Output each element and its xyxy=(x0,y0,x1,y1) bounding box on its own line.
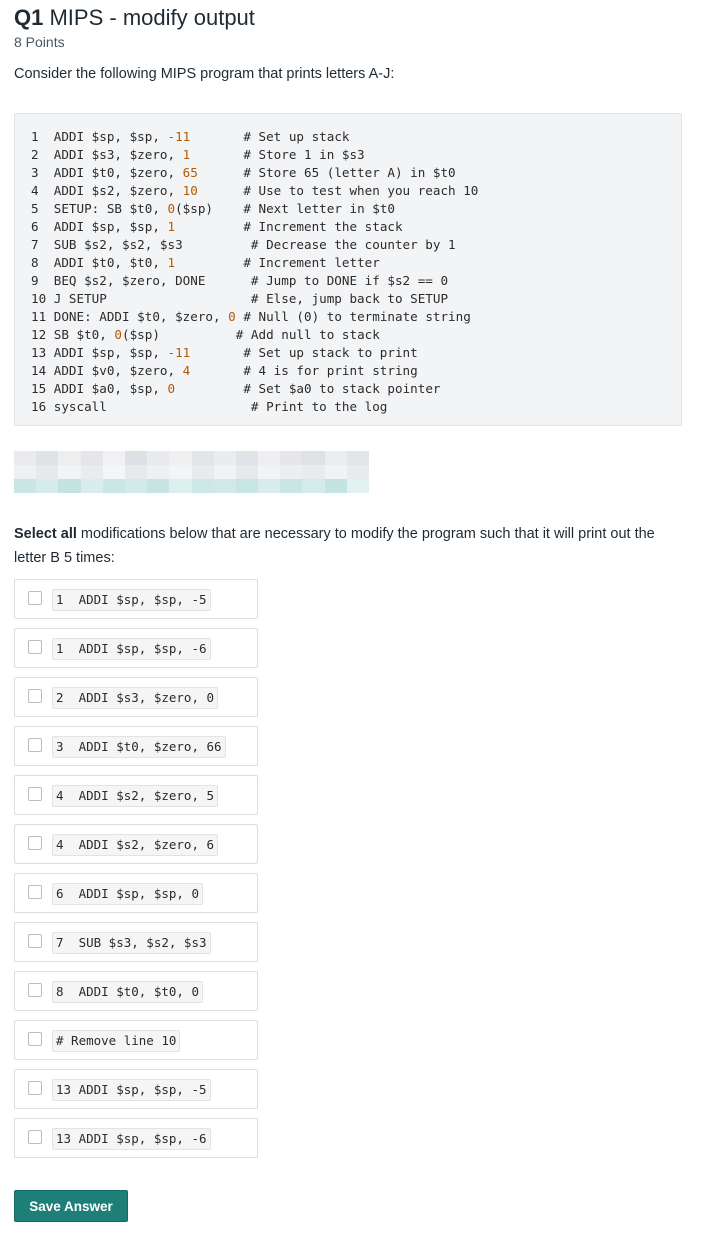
line-number: 1 xyxy=(31,129,47,144)
code-text: ADDI $t0, $t0, xyxy=(46,255,168,270)
answer-option[interactable] xyxy=(14,971,258,1011)
code-comment: # Increment letter xyxy=(243,255,380,270)
instruction-body: modifications below that are necessary to modify the program such that it will print out the letter B 5 times: xyxy=(14,526,655,566)
code-comment: # Jump to DONE if $s2 == 0 xyxy=(250,273,449,288)
option-label: 8 ADDI $t0, $t0, 0 xyxy=(52,981,203,1003)
answer-option[interactable] xyxy=(14,824,258,864)
code-comment: # Store 1 in $s3 xyxy=(243,147,365,162)
answer-option[interactable] xyxy=(14,579,258,619)
line-number: 16 xyxy=(31,399,47,414)
code-text-tail: ($sp) xyxy=(175,201,244,216)
code-line xyxy=(31,362,478,380)
code-listing xyxy=(31,128,478,416)
instruction-text xyxy=(14,522,684,570)
code-text-tail xyxy=(190,363,243,378)
redacted-row-2 xyxy=(14,465,369,479)
option-label: 13 ADDI $sp, $sp, -5 xyxy=(52,1079,211,1101)
option-checkbox[interactable] xyxy=(28,983,42,997)
option-label: 2 ADDI $s3, $zero, 0 xyxy=(52,687,218,709)
code-line xyxy=(31,146,478,164)
code-text-tail xyxy=(190,147,243,162)
code-text-tail xyxy=(107,399,251,414)
option-label: 7 SUB $s3, $s2, $s3 xyxy=(52,932,211,954)
code-number: -11 xyxy=(167,129,191,144)
line-number: 10 xyxy=(31,291,47,306)
answer-option[interactable] xyxy=(14,1020,258,1060)
option-checkbox[interactable] xyxy=(28,885,42,899)
option-checkbox[interactable] xyxy=(28,1081,42,1095)
code-number: -11 xyxy=(167,345,191,360)
redacted-row-1 xyxy=(14,451,369,465)
question-prompt: Consider the following MIPS program that prints letters A-J: xyxy=(14,66,395,82)
code-number: 0 xyxy=(167,201,176,216)
option-label: 4 ADDI $s2, $zero, 5 xyxy=(52,785,218,807)
code-text-tail: ($sp) xyxy=(122,327,236,342)
code-text: ADDI $sp, $sp, xyxy=(46,345,168,360)
line-number: 6 xyxy=(31,219,47,234)
option-label: 4 ADDI $s2, $zero, 6 xyxy=(52,834,218,856)
answer-option[interactable] xyxy=(14,922,258,962)
code-text-tail xyxy=(190,129,243,144)
answer-option[interactable] xyxy=(14,677,258,717)
code-comment: # Print to the log xyxy=(250,399,388,414)
code-line xyxy=(31,290,478,308)
code-text-tail xyxy=(183,237,251,252)
option-checkbox[interactable] xyxy=(28,738,42,752)
code-comment: # Add null to stack xyxy=(235,327,380,342)
option-label: 1 ADDI $sp, $sp, -5 xyxy=(52,589,211,611)
code-comment: # Store 65 (letter A) in $t0 xyxy=(243,165,456,180)
option-label: 3 ADDI $t0, $zero, 66 xyxy=(52,736,226,758)
code-line xyxy=(31,398,478,416)
code-text-tail xyxy=(175,255,243,270)
code-text: BEQ $s2, $zero, DONE xyxy=(46,273,206,288)
code-line xyxy=(31,218,478,236)
line-number: 14 xyxy=(31,363,47,378)
code-number: 1 xyxy=(167,219,176,234)
code-comment: # 4 is for print string xyxy=(243,363,418,378)
option-checkbox[interactable] xyxy=(28,787,42,801)
redacted-content xyxy=(14,451,369,493)
code-text: ADDI $sp, $sp, xyxy=(46,219,168,234)
answer-option[interactable] xyxy=(14,873,258,913)
code-text: ADDI $t0, $zero, xyxy=(46,165,183,180)
code-text: ADDI $v0, $zero, xyxy=(46,363,183,378)
code-number: 0 xyxy=(228,309,236,324)
code-text: ADDI $s3, $zero, xyxy=(46,147,183,162)
code-line xyxy=(31,200,478,218)
code-number: 4 xyxy=(182,363,191,378)
code-line xyxy=(31,128,478,146)
code-line xyxy=(31,344,478,362)
option-checkbox[interactable] xyxy=(28,1130,42,1144)
line-number: 2 xyxy=(31,147,47,162)
code-comment: # Set up stack to print xyxy=(243,345,418,360)
code-text-tail xyxy=(198,165,244,180)
line-number: 3 xyxy=(31,165,47,180)
code-line xyxy=(31,254,478,272)
code-text-tail xyxy=(175,219,243,234)
question-header xyxy=(14,4,255,50)
code-comment: # Set up stack xyxy=(243,129,350,144)
answer-option[interactable] xyxy=(14,1069,258,1109)
code-block xyxy=(14,113,682,426)
code-line xyxy=(31,182,478,200)
code-line xyxy=(31,326,478,344)
code-text: ADDI $sp, $sp, xyxy=(46,129,168,144)
code-text-tail xyxy=(175,381,243,396)
code-text: DONE: ADDI $t0, $zero, xyxy=(46,309,229,324)
option-label: # Remove line 10 xyxy=(52,1030,180,1052)
code-line xyxy=(31,272,478,290)
code-text: SUB $s2, $s2, $s3 xyxy=(46,237,183,252)
code-comment: # Use to test when you reach 10 xyxy=(243,183,479,198)
code-line xyxy=(31,380,478,398)
line-number: 8 xyxy=(31,255,47,270)
line-number: 9 xyxy=(31,273,47,288)
option-checkbox[interactable] xyxy=(28,689,42,703)
instruction-emphasis: Select all xyxy=(14,526,77,542)
code-text-tail xyxy=(190,345,243,360)
code-number: 0 xyxy=(114,327,123,342)
code-text: J SETUP xyxy=(46,291,107,306)
option-checkbox[interactable] xyxy=(28,591,42,605)
code-comment: # Else, jump back to SETUP xyxy=(250,291,449,306)
question-title-text: MIPS - modify output xyxy=(49,5,255,30)
answer-option[interactable] xyxy=(14,726,258,766)
line-number: 13 xyxy=(31,345,47,360)
redacted-row-3 xyxy=(14,479,369,493)
question-points: 8 Points xyxy=(14,34,65,50)
option-label: 6 ADDI $sp, $sp, 0 xyxy=(52,883,203,905)
line-number: 5 xyxy=(31,201,47,216)
code-text: SB $t0, xyxy=(46,327,115,342)
option-checkbox[interactable] xyxy=(28,640,42,654)
code-text-tail xyxy=(198,183,244,198)
code-number: 10 xyxy=(182,183,198,198)
code-number: 65 xyxy=(182,165,198,180)
code-line xyxy=(31,164,478,182)
option-checkbox[interactable] xyxy=(28,836,42,850)
line-number: 12 xyxy=(31,327,47,342)
answer-option[interactable] xyxy=(14,775,258,815)
code-comment: # Set $a0 to stack pointer xyxy=(243,381,441,396)
question-number: Q1 xyxy=(14,5,44,30)
line-number: 4 xyxy=(31,183,47,198)
answer-option[interactable] xyxy=(14,628,258,668)
code-comment: # Increment the stack xyxy=(243,219,403,234)
answer-option[interactable] xyxy=(14,1118,258,1158)
option-label: 1 ADDI $sp, $sp, -6 xyxy=(52,638,211,660)
code-text: ADDI $s2, $zero, xyxy=(46,183,183,198)
code-line xyxy=(31,236,478,254)
option-checkbox[interactable] xyxy=(28,1032,42,1046)
code-number: 0 xyxy=(167,381,176,396)
code-text-tail xyxy=(107,291,251,306)
option-label: 13 ADDI $sp, $sp, -6 xyxy=(52,1128,211,1150)
code-text-tail xyxy=(205,273,251,288)
question-title xyxy=(14,4,255,32)
code-number: 1 xyxy=(167,255,176,270)
code-number: 1 xyxy=(182,147,191,162)
code-text: syscall xyxy=(46,399,107,414)
code-line xyxy=(31,308,478,326)
code-comment: # Next letter in $t0 xyxy=(243,201,395,216)
code-text: SETUP: SB $t0, xyxy=(46,201,168,216)
save-answer-button[interactable]: Save Answer xyxy=(14,1190,128,1222)
option-checkbox[interactable] xyxy=(28,934,42,948)
code-text: ADDI $a0, $sp, xyxy=(46,381,168,396)
line-number: 7 xyxy=(31,237,47,252)
code-comment: # Null (0) to terminate string xyxy=(243,309,471,324)
line-number: 15 xyxy=(31,381,47,396)
line-number: 11 xyxy=(31,309,47,324)
code-comment: # Decrease the counter by 1 xyxy=(250,237,456,252)
